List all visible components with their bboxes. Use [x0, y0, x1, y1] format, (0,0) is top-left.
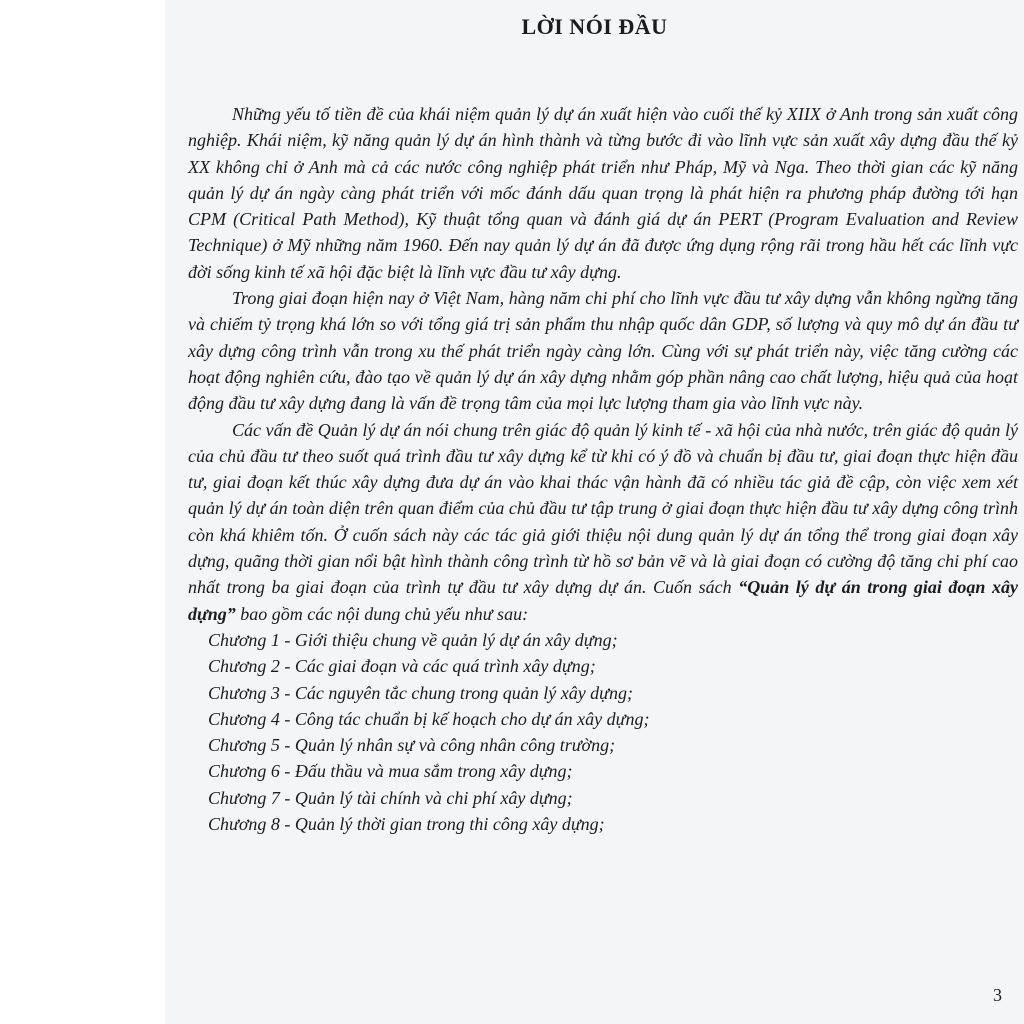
- paragraph-2: Trong giai đoạn hiện nay ở Việt Nam, hàng năm chi phí cho lĩnh vực đầu tư xây dựng vẫn không ngừng tăng và chiếm tỷ trọng khá lớn so với tổng giá trị sản phẩm thu nhập quốc dân GDP, số lượng và quy mô dự án đầu tư xây dựng công trình vẫn trong xu thế phát triển ngày càng lớn. Cùng với sự phát triển này, việc tăng cường các hoạt động nghiên cứu, đào tạo về quản lý dự án xây dựng nhằm góp phần nâng cao chất lượng, hiệu quả của hoạt động đầu tư xây dựng đang là vấn đề trọng tâm của mọi lực lượng tham gia vào lĩnh vực này.: [188, 288, 1018, 414]
- preface-body: [188, 101, 1018, 837]
- paragraph-3: [188, 417, 1018, 627]
- chapter-list: [188, 627, 1018, 837]
- paragraph-1: Những yếu tố tiền đề của khái niệm quản lý dự án xuất hiện vào cuối thế kỷ XIIX ở Anh trong sản xuất công nghiệp. Khái niệm, kỹ năng quản lý dự án hình thành và từng bước đi vào lĩnh vực sản xuất xây dựng đầu thế kỷ XX không chỉ ở Anh mà cả các nước công nghiệp phát triển như Pháp, Mỹ và Nga. Theo thời gian các kỹ năng quản lý dự án ngày càng phát triển với mốc đánh dấu quan trọng là phát hiện ra phương pháp đường tới hạn CPM (Critical Path Method), Kỹ thuật tổng quan và đánh giá dự án PERT (Program Evaluation and Review Technique) ở Mỹ những năm 1960. Đến nay quản lý dự án đã được ứng dụng rộng rãi trong hầu hết các lĩnh vực đời sống kinh tế xã hội đặc biệt là lĩnh vực đầu tư xây dựng.: [188, 104, 1018, 282]
- chapter-item: Chương 7 - Quản lý tài chính và chi phí xây dựng;: [208, 787, 573, 808]
- chapter-item: Chương 5 - Quản lý nhân sự và công nhân công trường;: [208, 735, 616, 756]
- chapter-item: Chương 3 - Các nguyên tắc chung trong quản lý xây dựng;: [208, 682, 633, 703]
- chapter-item: Chương 2 - Các giai đoạn và các quá trình xây dựng;: [208, 656, 596, 677]
- book-page: [165, 0, 1024, 1024]
- paragraph-3-tail: bao gồm các nội dung chủ yếu như sau:: [235, 603, 529, 624]
- paragraph-3-text: Các vấn đề Quản lý dự án nói chung trên giác độ quản lý kinh tế - xã hội của nhà nước, trên giác độ quản lý của chủ đầu tư theo suốt quá trình đầu tư xây dựng kể từ khi có ý đồ và chuẩn bị đầu tư, giai đoạn thực hiện đầu tư, giai đoạn kết thúc xây dựng đưa dự án vào khai thác vận hành đã có nhiều tác giả đề cập, còn việc xem xét quản lý dự án toàn diện trên quan điểm của chủ đầu tư tập trung ở giai đoạn thực hiện đầu tư xây dựng công trình còn khá khiêm tốn. Ở cuốn sách này các tác giả giới thiệu nội dung quản lý dự án tổng thể trong giai đoạn xây dựng, quãng thời gian nổi bật hình thành công trình từ hồ sơ bản vẽ và là giai đoạn có cường độ tăng chi phí cao nhất trong ba giai đoạn của trình tự đầu tư xây dựng dự án. Cuốn sách: [188, 419, 1018, 598]
- chapter-item: Chương 6 - Đấu thầu và mua sắm trong xây dựng;: [208, 761, 573, 782]
- book-title: “Quản lý dự án trong giai đoạn xây dựng”: [188, 577, 1018, 624]
- chapter-item: Chương 1 - Giới thiệu chung về quản lý dự án xây dựng;: [208, 629, 618, 650]
- page-number: 3: [993, 985, 1002, 1005]
- chapter-item: Chương 8 - Quản lý thời gian trong thi công xây dựng;: [208, 814, 605, 835]
- page-title: LỜI NÓI ĐẦU: [521, 14, 668, 39]
- chapter-item: Chương 4 - Công tác chuẩn bị kế hoạch cho dự án xây dựng;: [208, 708, 650, 729]
